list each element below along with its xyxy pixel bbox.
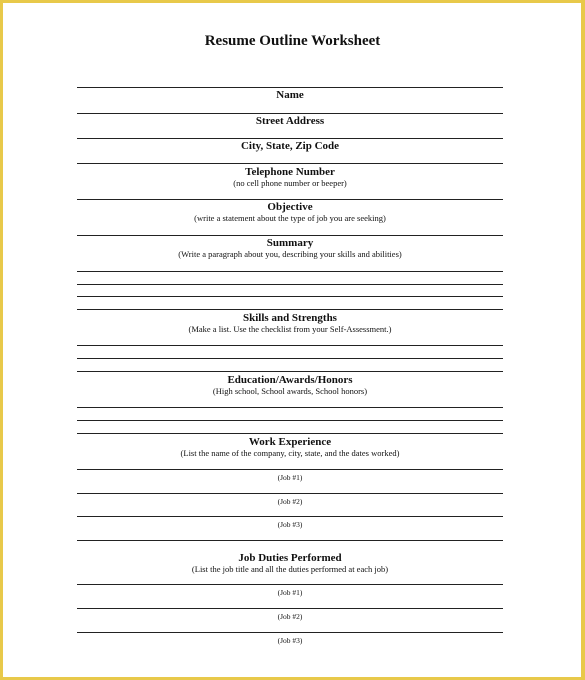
street-address-label: Street Address [255,115,325,127]
education-label: Education/Awards/Honors [227,374,353,386]
rule-line [77,358,503,359]
work-job-1-label: (Job #1) [277,473,303,482]
rule-line [77,407,503,408]
duties-job-1-label: (Job #1) [277,588,303,597]
rule-line [77,632,503,633]
objective-label: Objective [267,201,313,213]
rule-line [77,608,503,609]
rule-line [77,493,503,494]
city-state-zip-label: City, State, Zip Code [240,140,340,152]
work-job-3-label: (Job #3) [277,520,303,529]
skills-label: Skills and Strengths [243,312,337,324]
rule-line [77,371,503,372]
rule-line [77,309,503,310]
education-instruction: (High school, School awards, School honors) [212,386,368,396]
rule-line [77,235,503,236]
telephone-label: Telephone Number [245,166,335,178]
job-duties-label: Job Duties Performed [238,552,342,564]
duties-job-3-label: (Job #3) [277,636,303,645]
work-experience-instruction: (List the name of the company, city, state, and the dates worked) [180,448,400,458]
rule-line [77,469,503,470]
rule-line [77,138,503,139]
rule-line [77,420,503,421]
summary-instruction: (Write a paragraph about you, describing your skills and abilities) [178,249,402,259]
rule-line [77,516,503,517]
job-duties-instruction: (List the job title and all the duties performed at each job) [191,564,389,574]
duties-job-2-label: (Job #2) [277,612,303,621]
rule-line [77,540,503,541]
rule-line [77,345,503,346]
rule-line [77,271,503,272]
work-experience-label: Work Experience [248,436,332,448]
rule-line [77,433,503,434]
rule-line [77,296,503,297]
page-title: Resume Outline Worksheet [204,33,381,49]
rule-line [77,163,503,164]
rule-line [77,284,503,285]
objective-instruction: (write a statement about the type of job you are seeking) [194,213,386,223]
name-label: Name [276,89,304,101]
telephone-instruction: (no cell phone number or beeper) [233,178,347,188]
rule-line [77,87,503,88]
summary-label: Summary [266,237,314,249]
rule-line [77,584,503,585]
rule-line [77,113,503,114]
rule-line [77,199,503,200]
work-job-2-label: (Job #2) [277,497,303,506]
skills-instruction: (Make a list. Use the checklist from your Self-Assessment.) [188,324,392,334]
